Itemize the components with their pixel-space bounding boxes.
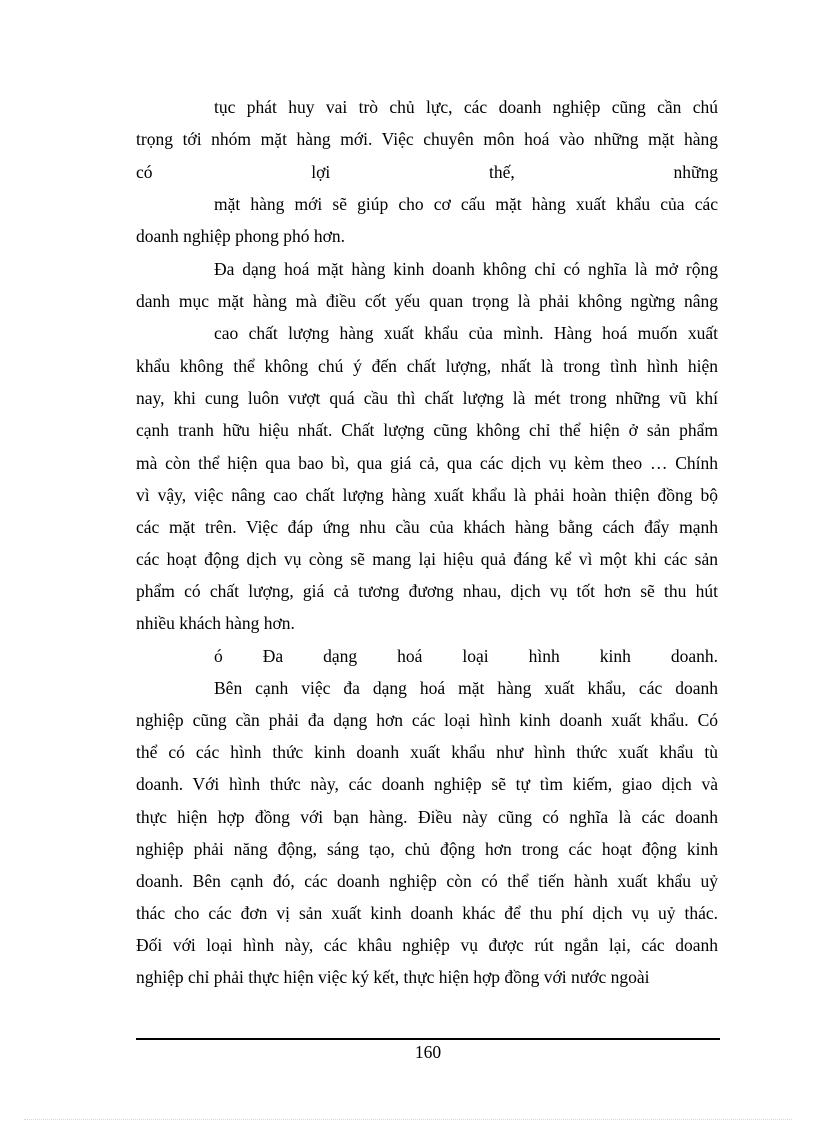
text-line: nghiệp chỉ phải thực hiện việc ký kết, thực hiện hợp đồng với nước ngoài bbox=[136, 967, 650, 987]
text-line: doanh. Với hình thức này, các doanh nghiệp sẽ tự tìm kiếm, giao dịch và bbox=[136, 774, 718, 794]
text-line: nhiều khách hàng hơn. bbox=[136, 613, 295, 633]
text-line: thác cho các đơn vị sản xuất kinh doanh khác để thu phí dịch vụ uỷ thác. bbox=[136, 903, 718, 923]
text-line: thực hiện hợp đồng với bạn hàng. Điều này cũng có nghĩa là các doanh bbox=[136, 807, 718, 827]
text-line: khẩu không thể không chú ý đến chất lượng, nhất là trong tình hình hiện bbox=[136, 356, 718, 376]
text-line: mặt hàng mới sẽ giúp cho cơ cấu mặt hàng xuất khẩu của các bbox=[214, 194, 718, 214]
text-line: cạnh tranh hữu hiệu nhất. Chất lượng cũng không chỉ thể hiện ở sản phẩm bbox=[136, 420, 718, 440]
text-line: các hoạt động dịch vụ còng sẽ mang lại hiệu quả đáng kể vì một khi các sản bbox=[136, 549, 718, 569]
text-line: doanh nghiệp phong phó hơn. bbox=[136, 226, 346, 246]
text-line: nghiệp phải năng động, sáng tạo, chủ động hơn trong các hoạt động kinh bbox=[136, 839, 718, 859]
text-line: thể có các hình thức kinh doanh xuất khẩu như hình thức xuất khẩu tù bbox=[136, 742, 718, 762]
text-line: Đa dạng hoá mặt hàng kinh doanh không chỉ có nghĩa là mở rộng bbox=[214, 259, 718, 279]
page-bottom-border bbox=[24, 1119, 792, 1120]
footer-rule bbox=[136, 1038, 720, 1040]
text-line: Bên cạnh việc đa dạng hoá mặt hàng xuất khẩu, các doanh bbox=[214, 678, 718, 698]
text-line: có lợi thế, những bbox=[136, 162, 718, 182]
text-line: tục phát huy vai trò chủ lực, các doanh nghiệp cũng cần chú bbox=[214, 97, 718, 117]
text-line: vì vậy, việc nâng cao chất lượng hàng xuất khẩu là phải hoàn thiện đồng bộ bbox=[136, 485, 718, 505]
text-line: nay, khi cung luôn vượt quá cầu thì chất lượng là mét trong những vũ khí bbox=[136, 388, 718, 408]
text-line: Đối với loại hình này, các khâu nghiệp vụ được rút ngắn lại, các doanh bbox=[136, 935, 718, 955]
text-line: danh mục mặt hàng mà điều cốt yếu quan trọng là phải không ngừng nâng bbox=[136, 291, 718, 311]
text-line: mà còn thể hiện qua bao bì, qua giá cả, qua các dịch vụ kèm theo … Chính bbox=[136, 453, 718, 473]
section-heading: ó Đa dạng hoá loại hình kinh doanh. bbox=[214, 646, 718, 666]
text-line: các mặt trên. Việc đáp ứng nhu cầu của khách hàng bằng cách đẩy mạnh bbox=[136, 517, 718, 537]
text-line: trọng tới nhóm mặt hàng mới. Việc chuyên môn hoá vào những mặt hàng bbox=[136, 129, 718, 149]
page-number: 160 bbox=[414, 1042, 442, 1062]
text-line: nghiệp cũng cần phải đa dạng hơn các loại hình kinh doanh xuất khẩu. Có bbox=[136, 710, 718, 730]
text-line: cao chất lượng hàng xuất khẩu của mình. Hàng hoá muốn xuất bbox=[214, 323, 718, 343]
text-line: doanh. Bên cạnh đó, các doanh nghiệp còn có thể tiến hành xuất khẩu uỷ bbox=[136, 871, 718, 891]
text-line: phẩm có chất lượng, giá cả tương đương nhau, dịch vụ tốt hơn sẽ thu hút bbox=[136, 581, 718, 601]
